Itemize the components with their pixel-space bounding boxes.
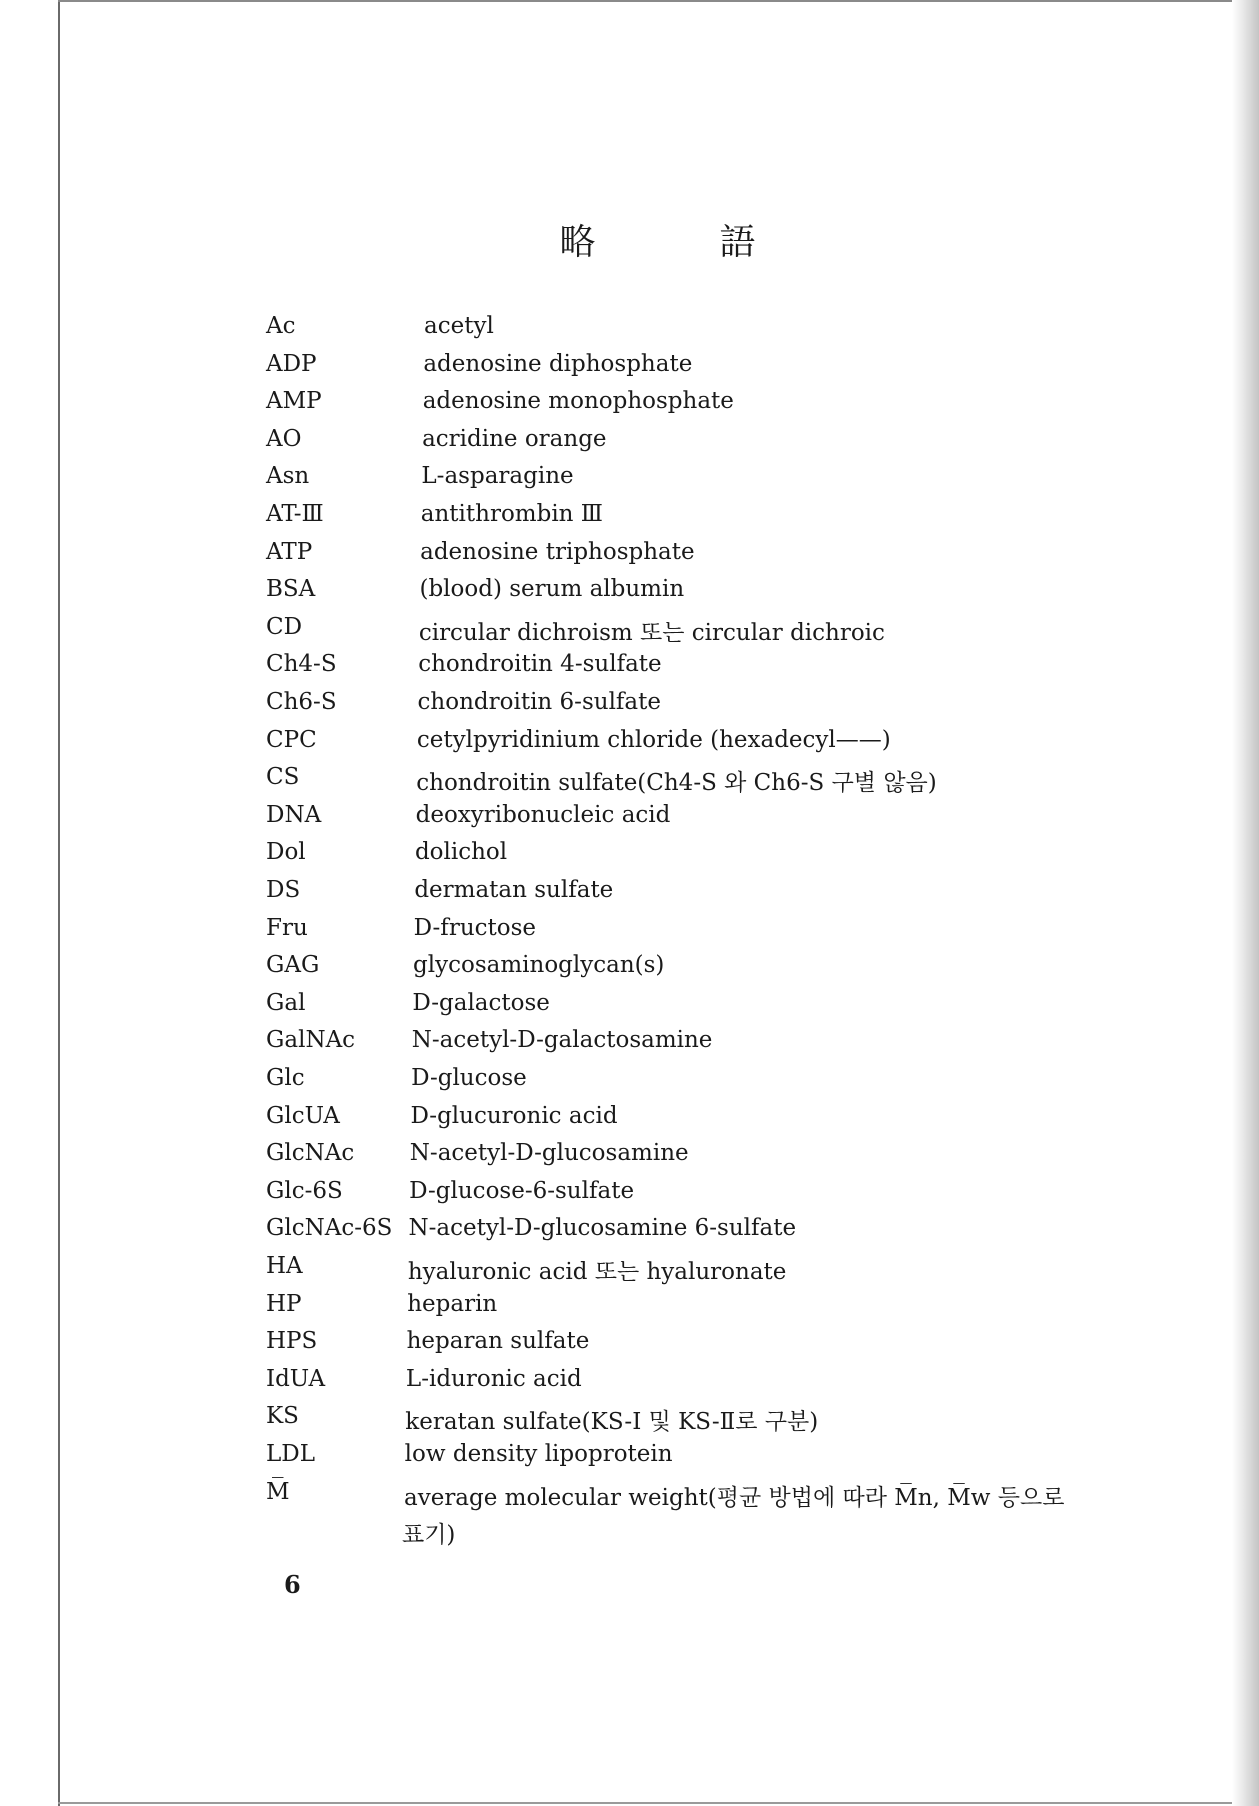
entry-definition: (blood) serum albumin xyxy=(419,576,685,603)
list-item xyxy=(0,1215,1259,1251)
entry-abbreviation: AMP xyxy=(266,388,322,415)
entry-abbreviation: Dol xyxy=(266,839,306,866)
entry-definition: N-acetyl-D-glucosamine 6-sulfate xyxy=(408,1215,797,1242)
entry-definition: antithrombin Ⅲ xyxy=(420,501,603,527)
list-item xyxy=(0,915,1259,951)
entry-definition: chondroitin 6-sulfate xyxy=(417,689,662,715)
list-item xyxy=(0,689,1259,725)
entry-definition: cetylpyridinium chloride (hexadecyl——) xyxy=(416,726,891,753)
entry-definition: N-acetyl-D-glucosamine xyxy=(409,1140,689,1167)
list-item xyxy=(0,651,1259,687)
entry-abbreviation: GAG xyxy=(266,952,320,979)
entry-definition-continuation: 표기) xyxy=(402,1522,456,1549)
list-item xyxy=(0,877,1259,913)
entry-abbreviation: AT-Ⅲ xyxy=(266,501,324,527)
list-item xyxy=(0,576,1259,612)
page-bottom-edge xyxy=(58,1802,1259,1804)
entry-abbreviation: Ac xyxy=(266,313,296,339)
entry-abbreviation: HA xyxy=(266,1253,303,1279)
list-item xyxy=(0,990,1259,1026)
entry-definition: keratan sulfate(KS-Ⅰ 및 KS-Ⅱ로 구분) xyxy=(405,1409,819,1436)
entry-abbreviation: CD xyxy=(266,613,303,640)
list-item xyxy=(0,764,1259,800)
entry-abbreviation: CS xyxy=(266,764,300,791)
list-item xyxy=(0,1366,1259,1402)
list-item xyxy=(0,1441,1259,1477)
entry-abbreviation: ADP xyxy=(266,350,317,377)
entry-abbreviation: DS xyxy=(266,877,301,903)
entry-definition: chondroitin 4-sulfate xyxy=(418,651,662,678)
list-item xyxy=(0,1027,1259,1063)
entry-abbreviation: LDL xyxy=(266,1441,315,1467)
list-item xyxy=(0,614,1259,650)
entry-abbreviation: Ch4-S xyxy=(266,651,337,678)
entry-definition: chondroitin sulfate(Ch4-S 와 Ch6-S 구별 않음) xyxy=(416,770,937,797)
entry-abbreviation: GlcNAc xyxy=(266,1140,355,1167)
list-item xyxy=(0,1291,1259,1327)
entry-definition: low density lipoprotein xyxy=(404,1441,673,1467)
list-item xyxy=(0,1253,1259,1289)
list-item xyxy=(0,1065,1259,1101)
entry-definition: adenosine monophosphate xyxy=(422,388,734,415)
entry-abbreviation: Ch6-S xyxy=(266,689,337,715)
entry-definition: D-glucose-6-sulfate xyxy=(409,1177,635,1204)
entry-definition: D-fructose xyxy=(413,914,537,941)
entry-abbreviation: Fru xyxy=(266,914,308,941)
list-item xyxy=(0,1178,1259,1214)
page-top-edge xyxy=(58,0,1259,2)
list-item xyxy=(0,351,1259,387)
entry-definition: heparin xyxy=(407,1290,498,1317)
entry-abbreviation: DNA xyxy=(266,801,322,828)
entry-abbreviation: Glc xyxy=(266,1065,305,1091)
list-item xyxy=(0,1140,1259,1176)
entry-abbreviation: Asn xyxy=(266,463,310,490)
page-title: 略 語 xyxy=(559,222,800,263)
entry-definition: D-galactose xyxy=(412,989,550,1016)
entry-definition: dolichol xyxy=(414,839,508,866)
list-item xyxy=(0,463,1259,499)
list-item xyxy=(0,952,1259,988)
list-item xyxy=(0,1103,1259,1139)
entry-definition: acridine orange xyxy=(422,425,607,452)
list-item xyxy=(0,802,1259,838)
entry-abbreviation: IdUA xyxy=(266,1365,326,1392)
entry-definition: acetyl xyxy=(424,313,494,339)
entry-abbreviation: AO xyxy=(266,425,302,452)
list-item xyxy=(0,1403,1259,1439)
list-item xyxy=(0,839,1259,875)
entry-abbreviation: CPC xyxy=(266,726,317,753)
entry-definition: L-asparagine xyxy=(421,463,574,490)
entry-definition: average molecular weight(평균 방법에 따라 M̅n, M̅w 등으로 xyxy=(404,1484,1065,1511)
entry-definition: adenosine triphosphate xyxy=(420,538,695,565)
entry-abbreviation: Glc-6S xyxy=(266,1177,343,1204)
list-item xyxy=(0,426,1259,462)
entry-abbreviation: M̅ xyxy=(266,1478,290,1505)
entry-definition: hyaluronic acid 또는 hyaluronate xyxy=(407,1259,787,1285)
list-item xyxy=(0,1328,1259,1364)
entry-abbreviation: GlcUA xyxy=(266,1102,340,1129)
entry-abbreviation: HP xyxy=(266,1290,302,1317)
entry-definition: L-iduronic acid xyxy=(405,1365,582,1392)
entry-abbreviation: GalNAc xyxy=(266,1027,356,1054)
list-item xyxy=(0,727,1259,763)
entry-definition: circular dichroism 또는 circular dichroic xyxy=(418,619,885,646)
list-item xyxy=(0,1479,1259,1515)
entry-definition: D-glucose xyxy=(411,1065,527,1091)
entry-definition: deoxyribonucleic acid xyxy=(415,801,671,828)
entry-definition: dermatan sulfate xyxy=(414,877,614,903)
entry-abbreviation: ATP xyxy=(266,538,313,565)
page-number: 6 xyxy=(284,1570,301,1599)
list-item xyxy=(0,313,1259,349)
list-item xyxy=(0,501,1259,537)
entry-abbreviation: HPS xyxy=(266,1328,318,1355)
entry-definition: heparan sulfate xyxy=(406,1328,590,1355)
list-item xyxy=(0,388,1259,424)
entry-definition: D-glucuronic acid xyxy=(410,1102,618,1129)
entry-abbreviation: KS xyxy=(266,1403,299,1430)
entry-definition: N-acetyl-D-galactosamine xyxy=(411,1027,713,1054)
entry-definition: glycosaminoglycan(s) xyxy=(413,952,665,979)
entry-definition: adenosine diphosphate xyxy=(423,350,693,377)
entry-abbreviation: Gal xyxy=(266,989,306,1016)
entry-abbreviation: BSA xyxy=(266,576,316,603)
list-item xyxy=(0,539,1259,575)
entry-abbreviation: GlcNAc-6S xyxy=(266,1215,393,1242)
